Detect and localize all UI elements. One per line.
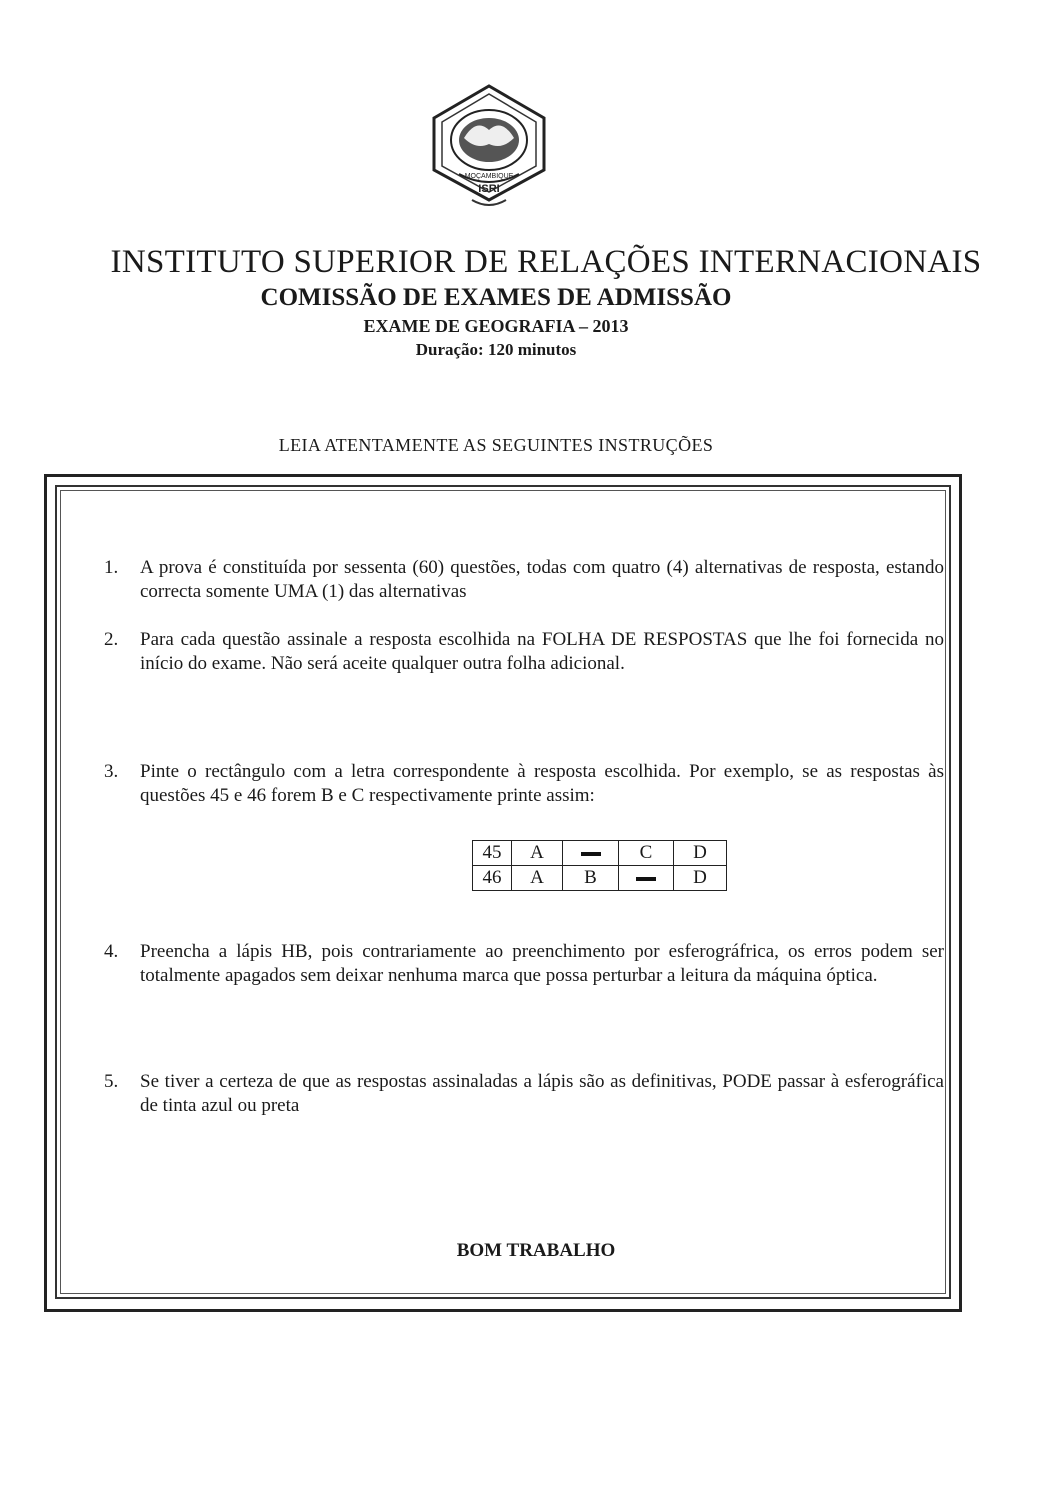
instruction-text: Preencha a lápis HB, pois contrariamente ao preenchimento por esferográfrica, os erros podem ser totalmente apagados sem deixar nenhuma marca que possa perturbar a leitura da máquina óptica.: [140, 941, 944, 986]
question-number-cell: 46: [473, 866, 512, 891]
instruction-number: 3.: [104, 761, 119, 782]
option-b-filled-cell: [563, 841, 619, 866]
instruction-number: 5.: [104, 1071, 119, 1092]
instruction-item: [104, 760, 944, 808]
table-row: [473, 841, 727, 866]
table-row: [473, 866, 727, 891]
option-c-cell: C: [619, 841, 674, 866]
question-number-cell: 45: [473, 841, 512, 866]
instruction-item: [104, 628, 944, 676]
instruction-item: [104, 556, 944, 604]
filled-mark: [636, 877, 656, 881]
instruction-text: Pinte o rectângulo com a letra correspondente à resposta escolhida. Por exemplo, se as respostas às questões 45 e 46 forem B e C respectivamente printe assim:: [140, 761, 944, 806]
institute-seal-logo: [414, 78, 564, 218]
closing-message: BOM TRABALHO: [456, 1240, 616, 1261]
instruction-item: [104, 940, 944, 988]
instruction-item: [104, 1070, 944, 1118]
option-d-cell: D: [674, 841, 727, 866]
instructions-frame-inner-line: [60, 490, 946, 1294]
option-a-cell: A: [512, 841, 563, 866]
filled-mark: [581, 852, 601, 856]
institute-name: INSTITUTO SUPERIOR DE RELAÇÕES INTERNACIONAIS: [110, 244, 982, 280]
seal-center-text: ISRI: [478, 183, 500, 195]
option-a-cell: A: [512, 866, 563, 891]
option-d-cell: D: [674, 866, 727, 891]
instructions-heading: LEIA ATENTAMENTE AS SEGUINTES INSTRUÇÕES: [278, 435, 714, 455]
answer-example-table: [472, 840, 727, 891]
commission-title: COMISSÃO DE EXAMES DE ADMISSÃO: [260, 284, 732, 311]
exam-title: EXAME DE GEOGRAFIA – 2013: [363, 316, 629, 336]
option-c-filled-cell: [619, 866, 674, 891]
instruction-number: 2.: [104, 629, 119, 650]
instruction-text: Se tiver a certeza de que as respostas assinaladas a lápis são as definitivas, PODE passar à esferográfica de tinta azul ou preta: [140, 1071, 944, 1116]
instruction-number: 4.: [104, 941, 119, 962]
exam-duration: Duração: 120 minutos: [415, 340, 577, 359]
instruction-number: 1.: [104, 557, 119, 578]
seal-lower-text: MOÇAMBIQUE: [464, 173, 514, 180]
instruction-text: Para cada questão assinale a resposta escolhida na FOLHA DE RESPOSTAS que lhe foi fornecida no início do exame. Não será aceite qualquer outra folha adicional.: [140, 629, 944, 674]
option-b-cell: B: [563, 866, 619, 891]
instruction-text: A prova é constituída por sessenta (60) questões, todas com quatro (4) alternativas de resposta, estando correcta somente UMA (1) das alternativas: [140, 557, 944, 602]
